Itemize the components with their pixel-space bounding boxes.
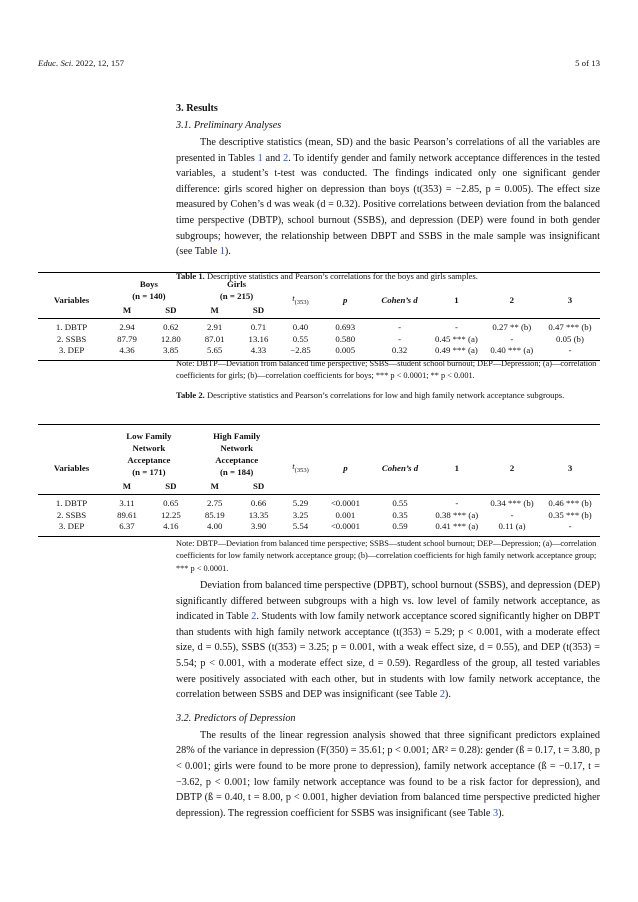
table-cell: 2.94 [119, 322, 135, 332]
table-cell: 0.35 *** (b) [548, 509, 592, 520]
col-header-m: M [193, 478, 237, 495]
table-cell: 89.61 [117, 509, 137, 520]
discussion-block [176, 578, 600, 821]
table-cell: 0.45 *** (a) [435, 333, 478, 344]
col-header-sd: SD [149, 478, 193, 495]
table-cell: 5.65 [193, 345, 237, 360]
table-cell: 5.54 [281, 521, 321, 536]
col-header-cohens-d: Cohen’s d [370, 273, 429, 319]
table-cell: 2.75 [207, 498, 223, 508]
table-cell: 3.25 [292, 509, 309, 520]
col-header-group1: Boys (n = 140) [132, 279, 166, 301]
page-number: 5 of 13 [575, 58, 600, 68]
table-cell: 0.27 ** (b) [492, 322, 532, 332]
table-link[interactable]: 3 [493, 807, 499, 819]
col-header-t: $t_{(353)}$ [280, 273, 320, 319]
table-cell: 0.001 [335, 509, 356, 520]
table2-note: Note: DBTP—Deviation from balanced time perspective; SSBS—student school burnout; DEP—Depression; (a)—correlation coefficients for low family network acceptance group; (b)—correlation coefficients for high family network acceptance group; *** p < 0.0001. [176, 539, 597, 573]
table-cell: 1. DBTP [55, 498, 88, 508]
col-header-p: p [321, 273, 370, 319]
col-header-t: $t_{(353)}$ [281, 425, 321, 495]
table-cell: 12.80 [160, 333, 181, 344]
col-header-group2: High Family Network Acceptance (n = 184) [213, 431, 261, 477]
col-header-2: 2 [484, 273, 540, 319]
col-header-sd: SD [237, 478, 281, 495]
results-section [176, 103, 600, 283]
table-row [38, 495, 600, 510]
table-row [38, 319, 600, 334]
table-row [38, 510, 600, 522]
table-cell: 12.25 [160, 509, 181, 520]
table2-body [38, 495, 600, 537]
journal-year-volume: 2022, 12, 157 [75, 58, 125, 68]
table-cell: 4.16 [149, 521, 193, 536]
col-header-m: M [193, 302, 237, 319]
table-cell: 0.35 [392, 509, 408, 520]
table-cell: - [398, 333, 401, 344]
table-cell: <0.0001 [320, 521, 370, 536]
table2-caption: Table 2. Descriptive statistics and Pearson’s correlations for low and high family network acceptance subgroups. [176, 390, 565, 400]
table-cell: - [510, 509, 514, 520]
paragraph: The descriptive statistics (mean, SD) and the basic Pearson’s correlations of all the variables are presented in Tables 1 and 2. To identify gender and family network acceptance differences in the tested variables, a student’s t-test was conducted. The findings indicated only one significant gender difference: girls scored higher on depression than boys (t(353) = −2.85, p = 0.005). The effect size measured by Cohen’s d was weak (d = 0.32). Positive correlations between deviation from the balanced time perspective (DBTP), school burnout (SSBS), and depression (DEP) were found in both gender subgroups; however, the relationship between DBPT and SSBS in the male sample was insignificant (see Table 1). [176, 137, 601, 258]
col-header-m: M [105, 478, 149, 495]
col-header-variables: Variables [38, 273, 105, 319]
table1-body [38, 319, 600, 361]
table-cell: - [455, 498, 459, 508]
table-cell: 0.580 [335, 333, 356, 344]
table-cell: - [540, 345, 600, 360]
col-header-2: 2 [484, 425, 540, 495]
table-cell: 0.65 [163, 498, 179, 508]
table-cell: 2.91 [206, 322, 223, 332]
table-link[interactable]: 1 [257, 152, 263, 164]
table-cell: 1. DBTP [55, 322, 88, 332]
col-header-1: 1 [429, 273, 483, 319]
subsection-title: 3.2. Predictors of Depression [176, 712, 296, 724]
table-cell: 0.47 *** (b) [548, 322, 592, 332]
table-cell: 0.32 [370, 345, 429, 360]
table1-note: Note: DBTP—Deviation from balanced time perspective; SSBS—student school burnout; DEP—Depression; (a)—correlation coefficients for girls; (b)—correlation coefficients for boys; *** p < 0.0001; ** p < 0.001. [176, 359, 597, 381]
table-cell: - [454, 322, 458, 332]
table-row [38, 334, 600, 346]
col-header-cohens-d: Cohen’s d [370, 425, 429, 495]
table-link[interactable]: 2 [439, 689, 445, 701]
table-cell: 0.11 (a) [484, 521, 540, 536]
table-cell: 87.01 [204, 333, 225, 344]
section-title: 3. Results [176, 103, 218, 114]
table-cell: - [510, 333, 514, 344]
table-cell: 0.34 *** (b) [490, 498, 534, 508]
table-cell: 6.37 [105, 521, 149, 536]
table-link[interactable]: 2 [283, 152, 289, 164]
table-cell: 0.55 [292, 333, 309, 344]
table-cell: 3.90 [237, 521, 281, 536]
table-cell: 4.36 [105, 345, 149, 360]
table-cell: - [540, 521, 600, 536]
table-cell: 0.005 [321, 345, 370, 360]
table-cell: 13.35 [248, 509, 269, 520]
table-cell: 4.33 [237, 345, 281, 360]
col-header-sd: SD [149, 302, 193, 319]
col-header-variables: Variables [38, 425, 105, 495]
table-cell: 0.55 [392, 498, 408, 508]
table-cell: 0.46 *** (b) [548, 498, 592, 508]
table-cell: 0.693 [335, 322, 356, 332]
table-cell: 0.38 *** (a) [435, 509, 479, 520]
paragraph: The results of the linear regression analysis showed that three significant predictors explained 28% of the variance in depression (F(350) = 35.61; p < 0.001; ΔR² = 0.28): gender (ß = 0.17, t = 3.80, p < 0.001; girls were found to be more prone to depression), family network acceptance (ß = −0.17, t = −3.62, p < 0.001; low family network acceptance was found to be a risk factor for depression), and DBTP (ß = 0.40, t = 8.00, p < 0.001, higher deviation from balanced time perspective predicted higher depression). The regression coefficient for SSBS was insignificant (see Table 3). [176, 729, 600, 819]
table-cell: 3.85 [149, 345, 193, 360]
table-cell: 4.00 [193, 521, 237, 536]
table-cell: <0.0001 [330, 498, 360, 508]
table1 [38, 272, 600, 361]
table-cell: 0.71 [250, 322, 267, 332]
table-cell: 2. SSBS [56, 333, 87, 344]
col-header-1: 1 [430, 425, 484, 495]
table-cell: 85.19 [204, 509, 225, 520]
col-header-p: p [320, 425, 370, 495]
subsection-title: 3.1. Preliminary Analyses [176, 120, 282, 131]
table-cell: 0.05 (b) [556, 333, 584, 344]
table-cell: 0.62 [163, 322, 179, 332]
table-cell: 3. DEP [38, 521, 105, 536]
col-header-3: 3 [540, 425, 600, 495]
table-cell: 0.66 [250, 498, 267, 508]
table-cell: 87.79 [117, 333, 137, 344]
table-cell: 0.40 [292, 322, 309, 332]
col-header-sd: SD [237, 302, 281, 319]
table-link[interactable]: 2 [251, 611, 257, 623]
table1-caption: Table 1. Descriptive statistics and Pearson’s correlations for the boys and girls samples. [176, 270, 478, 281]
col-header-group2: Girls (n = 215) [219, 279, 254, 301]
table-cell: 5.29 [292, 498, 309, 508]
col-header-m: M [105, 302, 149, 319]
table-row [38, 521, 600, 536]
table-cell: 3. DEP [38, 345, 105, 360]
table-link[interactable]: 1 [219, 246, 225, 258]
journal-citation: Educ. Sci. 2022, 12, 157 [38, 58, 125, 68]
table-cell: 3.11 [119, 498, 135, 508]
table-cell: 2. SSBS [56, 509, 87, 520]
col-header-3: 3 [540, 273, 600, 319]
table-cell: 0.40 *** (a) [484, 345, 540, 360]
table-cell: - [398, 322, 401, 332]
table-cell: 0.41 *** (a) [430, 521, 484, 536]
col-header-group1: Low Family Network Acceptance (n = 171) [126, 431, 172, 477]
table2 [38, 424, 600, 537]
table-cell: 0.59 [370, 521, 429, 536]
table-cell: −2.85 [280, 345, 320, 360]
table-cell: 13.16 [248, 333, 269, 344]
paragraph: Deviation from balanced time perspective (DPBT), school burnout (SSBS), and depression (DEP) significantly differed between subgroups with a high vs. low level of family network acceptance, as indicated in Table 2. Students with low family network acceptance scored significantly higher on DBPT than students with high family network acceptance (t(353) = 5.29; p < 0.001, with a moderate effect size, d = 0.55), SSBS (t(353) = 3.25; p = 0.001, with a weak effect size, d = 0.55), and DEP (t(353) = 5.54; p < 0.001, with a moderate effect size, d = 0.59). Regardless of the group, all tested variables were positively associated with each other, but in students with low family network acceptance, the correlation between SSBS and DEP was insignificant (see Table 2). [176, 580, 600, 701]
table-cell: 0.49 *** (a) [429, 345, 483, 360]
